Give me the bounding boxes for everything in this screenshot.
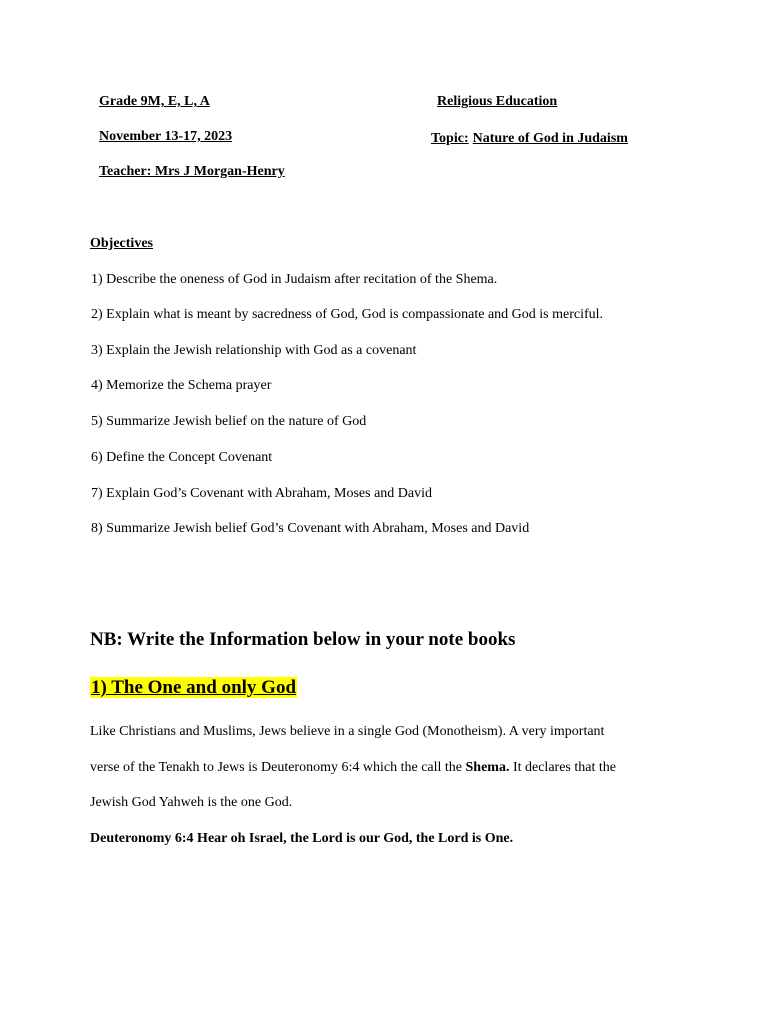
objective-item-2: 2) Explain what is meant by sacredness of God, God is compassionate and God is merciful. [91,307,604,322]
objective-item-4: 4) Memorize the Schema prayer [91,378,272,393]
objective-item-6: 6) Define the Concept Covenant [91,450,273,465]
objective-item-1: 1) Describe the oneness of God in Judaism after recitation of the Shema. [91,272,498,287]
shema-term: Shema. [465,760,510,775]
date-heading: November 13-17, 2023 [99,129,233,144]
paragraph-line-3: Jewish God Yahweh is the one God. [90,795,293,810]
subject-heading: Religious Education [437,94,558,109]
paragraph-line-2 [90,760,616,776]
paragraph-line-1: Like Christians and Muslims, Jews believe in a single God (Monotheism). A very important [90,724,605,739]
section-title-wrap [90,677,297,699]
objective-item-8: 8) Summarize Jewish belief God’s Covenant with Abraham, Moses and David [91,521,530,536]
objective-item-3: 3) Explain the Jewish relationship with God as a covenant [91,343,417,358]
paragraph-line-2-pre: verse of the Tenakh to Jews is Deuteronomy 6:4 which the call the [90,760,466,775]
section-title: 1) The One and only God [91,677,297,698]
objective-item-7: 7) Explain God’s Covenant with Abraham, Moses and David [91,486,433,501]
grade-heading: Grade 9M, E, L, A [99,94,210,109]
topic-heading [431,129,628,147]
paragraph-line-2-post: It declares that the [509,760,616,775]
topic-label: Topic: [431,131,469,146]
topic-value: Nature of God in Judaism [472,131,628,146]
scripture-quote: Deuteronomy 6:4 Hear oh Israel, the Lord is our God, the Lord is One. [90,831,514,846]
objective-item-5: 5) Summarize Jewish belief on the nature of God [91,414,367,429]
note-instruction: NB: Write the Information below in your note books [90,629,516,650]
teacher-heading: Teacher: Mrs J Morgan-Henry [99,164,285,179]
objectives-title: Objectives [90,236,153,251]
